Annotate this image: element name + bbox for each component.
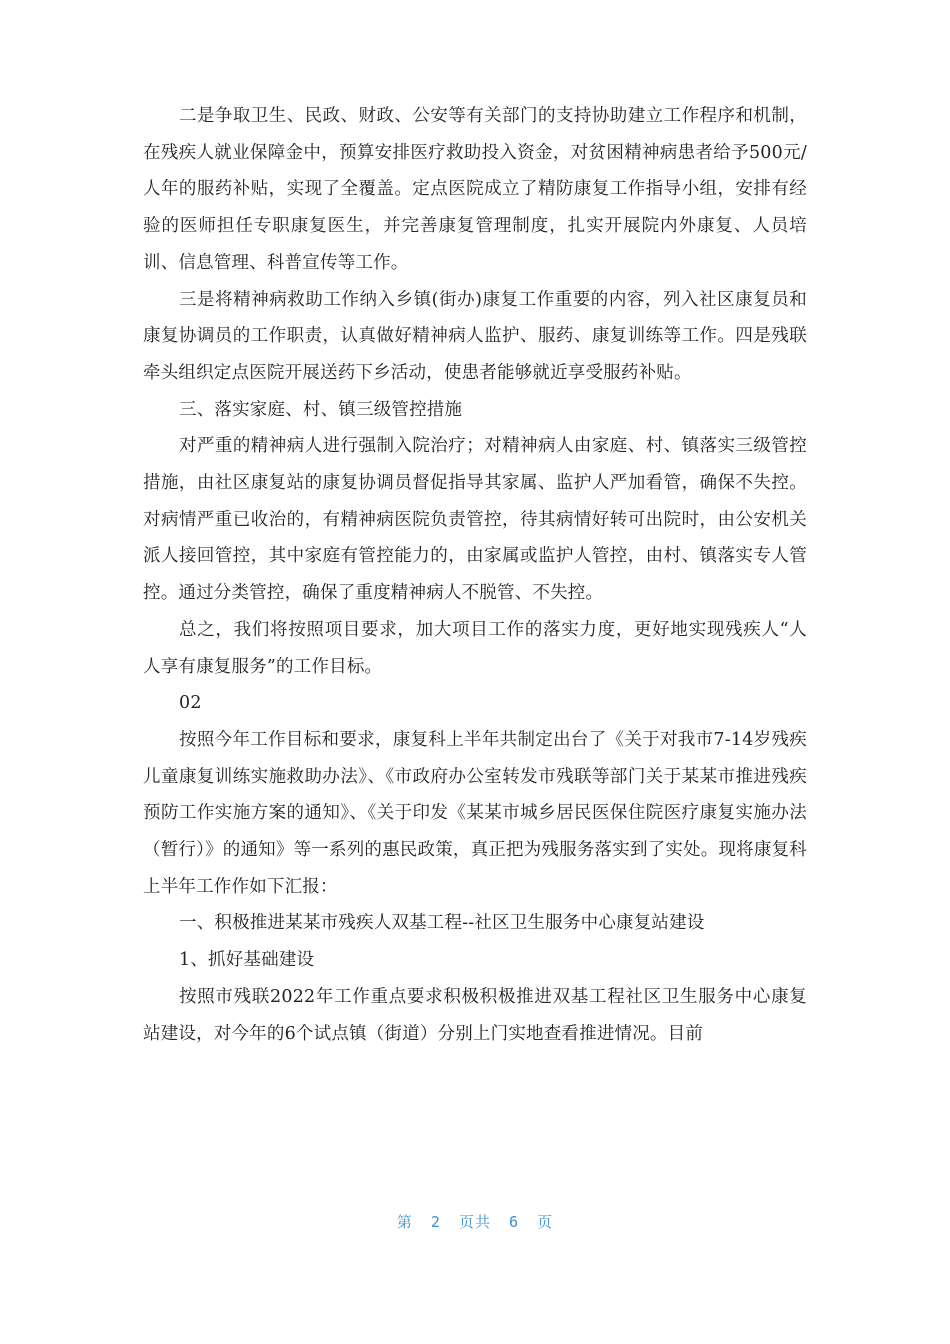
- subsection-heading: 1、抓好基础建设: [179, 950, 315, 971]
- paragraph: 三是将精神病救助工作纳入乡镇(街办)康复工作重要的内容，列入社区康复员和康复协调员的工作职责，认真做好精神病人监护、服药、康复训练等工作。四是残联牵头组织定点医院开展送药下乡活动，使患者能够就近享受服药补贴。: [143, 289, 807, 383]
- footer-current-page: 2: [430, 1213, 441, 1231]
- footer-suffix: 页: [537, 1213, 554, 1231]
- footer-prefix: 第: [396, 1213, 413, 1231]
- page-footer: [0, 1211, 950, 1232]
- paragraph: 对严重的精神病人进行强制入院治疗；对精神病人由家庭、村、镇落实三级管控措施，由社区康复站的康复协调员督促指导其家属、监护人严加看管，确保不失控。对病情严重已收治的，有精神病医院负责管控，待其病情好转可出院时，由公安机关派人接回管控，其中家庭有管控能力的，由家属或监护人管控，由村、镇落实专人管控。通过分类管控，确保了重度精神病人不脱管、不失控。: [143, 436, 807, 604]
- section-number: 02: [179, 693, 202, 714]
- document-body: [143, 98, 807, 1052]
- section-heading: 三、落实家庭、村、镇三级管控措施: [179, 399, 463, 420]
- section-heading: 一、积极推进某某市残疾人双基工程--社区卫生服务中心康复站建设: [179, 913, 705, 934]
- paragraph: 二是争取卫生、民政、财政、公安等有关部门的支持协助建立工作程序和机制，在残疾人就业保障金中，预算安排医疗救助投入资金，对贫困精神病患者给予500元/人年的服药补贴，实现了全覆盖。定点医院成立了精防康复工作指导小组，安排有经验的医师担任专职康复医生，并完善康复管理制度，扎实开展院内外康复、人员培训、信息管理、科普宣传等工作。: [143, 106, 807, 273]
- footer-middle: 页共: [458, 1213, 491, 1231]
- paragraph: 按照市残联2022年工作重点要求积极积极推进双基工程社区卫生服务中心康复站建设，对今年的6个试点镇（街道）分别上门实地查看推进情况。目前: [143, 986, 807, 1044]
- paragraph: 总之，我们将按照项目要求，加大项目工作的落实力度，更好地实现残疾人“人人享有康复服务”的工作目标。: [143, 619, 807, 677]
- footer-total-pages: 6: [509, 1213, 520, 1231]
- paragraph: 按照今年工作目标和要求，康复科上半年共制定出台了《关于对我市7-14岁残疾儿童康复训练实施救助办法》、《市政府办公室转发市残联等部门关于某某市推进残疾预防工作实施方案的通知》、《关于印发《某某市城乡居民医保住院医疗康复实施办法（暂行）》的通知》等一系列的惠民政策，真正把为残服务落实到了实处。现将康复科上半年工作作如下汇报：: [143, 729, 807, 897]
